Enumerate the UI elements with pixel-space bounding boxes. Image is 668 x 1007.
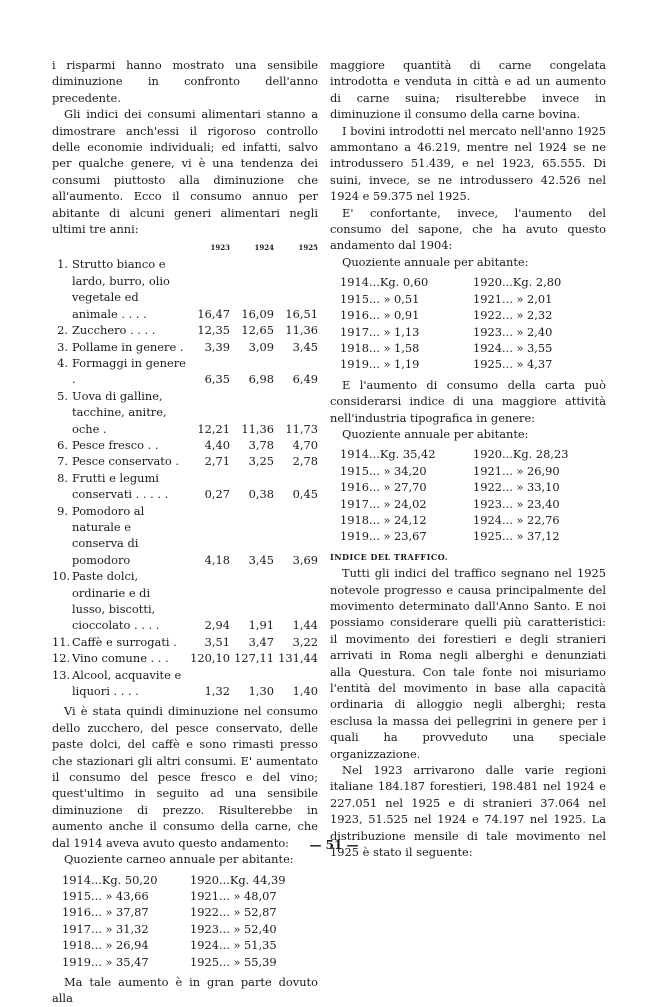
quotient-row: [62, 937, 318, 953]
quotient-row: [340, 356, 606, 372]
row-value: 6,35: [204, 372, 230, 387]
quotient-cell: 1914...Kg. 50,20: [62, 872, 158, 887]
quotient-row: [62, 888, 318, 904]
paragraph: I bovini introdotti nel mercato nell'anno 1925 ammontano a 46.219, mentre nel 1924 se ne introdussero 51.439, e nel 1923, 65.555. Di suini, invece, se ne introdussero 42.526 nel 1924 e 59.375 nel 1925.: [330, 123, 606, 204]
quotient-row: [62, 954, 318, 970]
quotient-row: [340, 512, 606, 528]
quotient-cell: 1918... » 26,94: [62, 938, 149, 953]
consumption-row: [52, 634, 318, 650]
consumption-row: [52, 453, 318, 469]
row-value: 12,65: [241, 323, 274, 338]
row-value: 2,78: [292, 454, 318, 469]
quotient-cell: 1923... » 23,40: [473, 496, 560, 511]
row-number: 1.: [57, 257, 68, 272]
row-number: 4.: [57, 355, 68, 370]
row-label: Uova di galline, tacchine, anitre, oche .: [72, 388, 167, 436]
row-value: 1,40: [292, 684, 318, 699]
quotient-title: Quoziente carneo annuale per abitante:: [64, 852, 294, 867]
row-label: Zucchero . . . .: [72, 323, 156, 338]
row-value: 3,22: [292, 634, 318, 649]
row-label: Pesce fresco . .: [72, 437, 159, 452]
row-value: 11,73: [285, 421, 318, 436]
row-value: 16,51: [285, 306, 318, 321]
row-number: 6.: [57, 437, 68, 452]
row-value: 120,10: [190, 651, 230, 666]
row-value: 0,45: [292, 487, 318, 502]
row-value: 11,36: [285, 323, 318, 338]
left-column: [52, 57, 318, 1007]
quotient-row: [340, 324, 606, 340]
row-number: 2.: [57, 323, 68, 338]
row-value: 0,38: [248, 487, 274, 502]
quotient-row: [340, 274, 606, 290]
consumption-row: [52, 503, 318, 569]
quotient-cell: 1916... » 37,87: [62, 905, 149, 920]
consumption-row: [52, 388, 318, 437]
row-value: 3,39: [204, 339, 230, 354]
quotient-row: [340, 496, 606, 512]
consumption-row: [52, 667, 318, 700]
row-value: 3,09: [248, 339, 274, 354]
row-value: 1,91: [248, 618, 274, 633]
row-value: 2,71: [204, 454, 230, 469]
row-value: 16,09: [241, 306, 274, 321]
row-value: 6,98: [248, 372, 274, 387]
year-label: 1923: [210, 243, 230, 253]
quotient-cell: 1915... » 34,20: [340, 463, 427, 478]
quotient-cell: 1921... » 48,07: [190, 888, 277, 903]
quotient-cell: 1925... » 55,39: [190, 954, 277, 969]
quotient-cell: 1914...Kg. 35,42: [340, 447, 436, 462]
quotient-cell: 1921... » 2,01: [473, 291, 553, 306]
row-value: 12,21: [197, 421, 230, 436]
consumption-row: [52, 437, 318, 453]
quotient-cell: 1923... » 2,40: [473, 324, 553, 339]
meat-table: [62, 872, 318, 970]
row-value: 16,47: [197, 306, 230, 321]
soap-table: [340, 274, 606, 372]
row-label: Paste dolci, ordinarie e di lusso, biscotti, cioccolato . . . .: [72, 569, 160, 633]
quotient-cell: 1921... » 26,90: [473, 463, 560, 478]
quotient-row: [340, 463, 606, 479]
row-label: Pollame in genere .: [72, 339, 184, 354]
quotient-cell: 1916... » 0,91: [340, 308, 420, 323]
quotient-cell: 1919... » 1,19: [340, 357, 420, 372]
row-label: Caffè e surrogati .: [72, 634, 177, 649]
quotient-title: Quoziente annuale per abitante:: [342, 426, 529, 441]
paragraph: i risparmi hanno mostrato una sensibile diminuzione in confronto dell'anno precedente.: [52, 58, 318, 105]
row-number: 10.: [52, 569, 71, 584]
row-number: 8.: [57, 470, 68, 485]
quotient-cell: 1916... » 27,70: [340, 480, 427, 495]
row-value: 4,70: [292, 437, 318, 452]
row-value: 1,32: [204, 684, 230, 699]
row-value: 3,47: [248, 634, 274, 649]
row-number: 3.: [57, 339, 68, 354]
row-label: Pomodoro al naturale e conserva di pomodoro: [72, 503, 145, 567]
quotient-cell: 1919... » 23,67: [340, 529, 427, 544]
row-number: 12.: [52, 651, 71, 666]
quotient-title: Quoziente annuale per abitante:: [342, 254, 529, 269]
quotient-row: [340, 291, 606, 307]
row-value: 131,44: [278, 651, 318, 666]
quotient-cell: 1924... » 3,55: [473, 340, 553, 355]
paragraph: Tutti gli indici del traffico segnano nel 1925 notevole progresso e causa principalmente del movimento determinato dall'Anno Santo. E noi possiamo considerare quelli più caratteristici: il movimento dei forestieri e degli stranieri arrivati in Roma negli alberghi e denunziati alla Questura. Con tale fonte noi misuriamo l'entità del movimento in base alla capacità ordinaria di alloggio negli alberghi; resta esclusa la massa dei pellegrini in genere per i quali ha provveduto una speciale organizzazione.: [330, 566, 606, 761]
quotient-cell: 1922... » 2,32: [473, 308, 553, 323]
year-header: [52, 243, 318, 253]
quotient-cell: 1915... » 43,66: [62, 888, 149, 903]
consumption-row: [52, 355, 318, 388]
row-value: 4,40: [204, 437, 230, 452]
quotient-row: [62, 921, 318, 937]
row-value: 2,94: [204, 618, 230, 633]
quotient-cell: 1920...Kg. 44,39: [190, 872, 286, 887]
row-number: 13.: [52, 667, 71, 682]
row-number: 7.: [57, 454, 68, 469]
row-label: Pesce conservato .: [72, 454, 179, 469]
quotient-row: [340, 340, 606, 356]
consumption-row: [52, 470, 318, 503]
paragraph: Gli indici dei consumi alimentari stanno a dimostrare anch'essi il rigoroso controllo delle economie individuali; ed infatti, salvo per qualche genere, vi è una tendenza dei consumi piuttosto alla diminuzione che all'aumento. Ecco il consumo annuo per abitante di alcuni generi alimentari negli ultimi tre anni:: [52, 107, 318, 237]
quotient-cell: 1917... » 1,13: [340, 324, 420, 339]
row-number: 5.: [57, 388, 68, 403]
quotient-cell: 1920...Kg. 28,23: [473, 447, 569, 462]
row-value: 3,45: [292, 339, 318, 354]
paragraph: E l'aumento di consumo della carta può considerarsi indice di una maggiore attività nell'industria tipografica in genere:: [330, 377, 606, 425]
consumption-row: [52, 568, 318, 634]
row-value: 3,78: [248, 437, 274, 452]
row-value: 11,36: [241, 421, 274, 436]
consumption-row: [52, 339, 318, 355]
quotient-row: [340, 528, 606, 544]
consumption-row: [52, 256, 318, 322]
right-column: [330, 57, 606, 861]
row-label: Strutto bianco e lardo, burro, olio vegetale ed animale . . . .: [72, 257, 170, 321]
row-value: 127,11: [234, 651, 274, 666]
consumption-row: [52, 650, 318, 666]
year-label: 1924: [254, 243, 274, 253]
quotient-cell: 1925... » 37,12: [473, 529, 560, 544]
row-value: 3,51: [204, 634, 230, 649]
quotient-row: [62, 872, 318, 888]
quotient-row: [340, 307, 606, 323]
quotient-cell: 1917... » 24,02: [340, 496, 427, 511]
row-value: 4,18: [204, 552, 230, 567]
row-value: 3,45: [248, 552, 274, 567]
quotient-cell: 1914...Kg. 0,60: [340, 275, 429, 290]
year-label: 1925: [298, 243, 318, 253]
row-value: 6,49: [292, 372, 318, 387]
paragraph: Nel 1923 arrivarono dalle varie regioni italiane 184.187 forestieri, 198.481 nel 1924 e 227.051 nel 1925 e di stranieri 37.064 nel 1923, 51.525 nel 1924 e 74.197 nel 1925. La distribuzione mensile di tale movimento nel 1925 è stato il seguente:: [330, 763, 606, 860]
quotient-cell: 1924... » 22,76: [473, 512, 560, 527]
quotient-row: [340, 479, 606, 495]
quotient-cell: 1920...Kg. 2,80: [473, 275, 562, 290]
paragraph: Ma tale aumento è in gran parte dovuto alla: [52, 974, 318, 1006]
page-number: — 51 —: [309, 838, 359, 852]
quotient-cell: 1922... » 52,87: [190, 905, 277, 920]
row-value: 1,44: [292, 618, 318, 633]
quotient-cell: 1917... » 31,32: [62, 921, 149, 936]
row-value: 1,30: [248, 684, 274, 699]
row-label: Vino comune . . .: [72, 651, 169, 666]
row-label: Frutti e legumi conservati . . . . .: [72, 470, 169, 502]
row-label: Alcool, acquavite e liquori . . . .: [72, 667, 182, 699]
row-number: 11.: [52, 634, 71, 649]
row-label: Formaggi in genere .: [72, 355, 186, 387]
quotient-cell: 1922... » 33,10: [473, 480, 560, 495]
row-number: 9.: [57, 503, 68, 518]
quotient-cell: 1924... » 51,35: [190, 938, 277, 953]
paper-table: [340, 446, 606, 544]
quotient-cell: 1918... » 1,58: [340, 340, 420, 355]
quotient-row: [62, 904, 318, 920]
quotient-cell: 1918... » 24,12: [340, 512, 427, 527]
consumption-table: [52, 243, 318, 699]
row-value: 0,27: [204, 487, 230, 502]
quotient-cell: 1915... » 0,51: [340, 291, 420, 306]
section-heading: INDICE DEL TRAFFICO.: [330, 551, 448, 562]
row-value: 3,69: [292, 552, 318, 567]
quotient-cell: 1919... » 35,47: [62, 954, 149, 969]
paragraph: Vi è stata quindi diminuzione nel consumo dello zucchero, del pesce conservato, delle paste dolci, del caffè e sono rimasti presso che stazionari gli altri consumi. E' aumentato il consumo del pesce fresco e del vino; quest'ultimo in seguito ad una sensibile diminuzione di prezzo. Risulterebbe in aumento anche il consumo della carne, che dal 1914 aveva avuto questo andamento:: [52, 704, 318, 850]
consumption-row: [52, 322, 318, 338]
quotient-cell: 1923... » 52,40: [190, 921, 277, 936]
row-value: 12,35: [197, 323, 230, 338]
paragraph: E' confortante, invece, l'aumento del consumo del sapone, che ha avuto questo andamento dal 1904:: [330, 205, 606, 253]
quotient-cell: 1925... » 4,37: [473, 357, 553, 372]
row-value: 3,25: [248, 454, 274, 469]
paragraph: maggiore quantità di carne congelata introdotta e venduta in città e ad un aumento di carne suina; risulterebbe invece in diminuzione il consumo della carne bovina.: [330, 58, 606, 122]
quotient-row: [340, 446, 606, 462]
